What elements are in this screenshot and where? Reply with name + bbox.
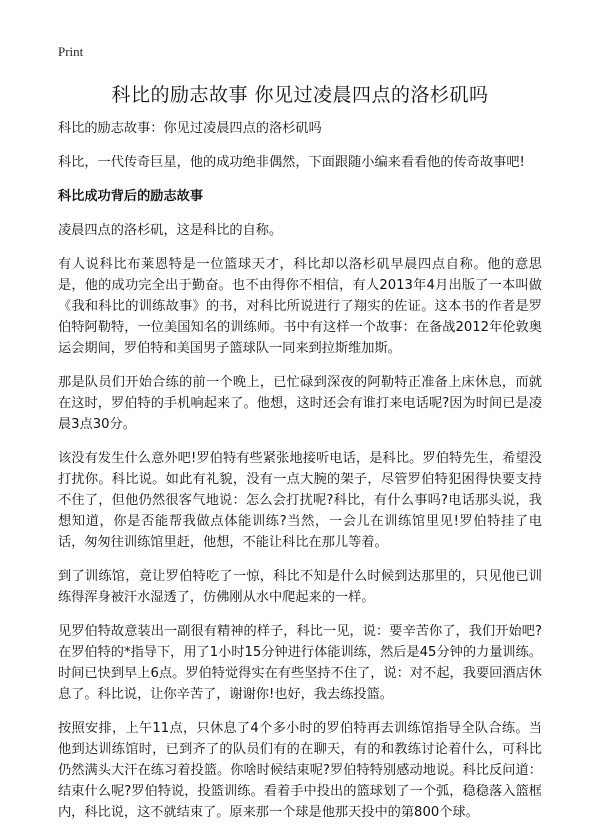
page-title: 科比的励志故事 你见过凌晨四点的洛杉矶吗 <box>111 84 489 106</box>
intro-paragraph: 科比，一代传奇巨星，他的成功绝非偶然，下面跟随小编来看看他的传奇故事吧! <box>58 155 525 170</box>
body-paragraph: 有人说科比布莱恩特是一位篮球天才，科比却以洛杉矶早晨四点自称。他的意思是，他的成功完全出于勤奋。也不由得你不相信，有人2013年4月出版了一本叫做《我和科比的训练故事》的书，对科比所说进行了翔实的佐证。这本书的作者是罗伯特阿勒特，一位美国知名的训练师。书中有这样一个故事：在备战2012年伦敦奥运会期间，罗伯特和美国男子篮球队一同来到拉斯维加斯。 <box>58 257 542 356</box>
body-paragraph: 凌晨四点的洛杉矶，这是科比的自称。 <box>58 223 283 238</box>
article-body <box>58 118 542 836</box>
body-paragraph: 到了训练馆，竟让罗伯特吃了一惊，科比不知是什么时候到达那里的，只见他已训练得浑身被汗水湿透了，仿佛刚从水中爬起来的一样。 <box>58 569 542 605</box>
body-paragraph: 那是队员们开始合练的前一个晚上，已忙碌到深夜的阿勒特正准备上床休息，而就在这时，罗伯特的手机响起来了。他想，这时还会有谁打来电话呢?因为时间已是凌晨3点30分。 <box>58 375 542 432</box>
print-link[interactable]: Print <box>58 44 84 59</box>
body-paragraph: 按照安排，上午11点，只休息了4个多小时的罗伯特再去训练馆指导全队合练。当他到达训练馆时，已到齐了的队员们有的在聊天，有的和教练讨论着什么，可科比仍然满头大汗在练习着投篮。你啥时候结束呢?罗伯特特别感动地说。科比反问道：结束什么呢?罗伯特说，投篮训练。看着手中投出的篮球划了一个弧，稳稳落入篮框内，科比说，这不就结束了。原来那一个球是他那天投中的第800个球。 <box>58 721 542 820</box>
section-heading: 科比成功背后的励志故事 <box>58 189 204 204</box>
body-paragraph: 该没有发生什么意外吧!罗伯特有些紧张地接听电话，是科比。罗伯特先生，希望没打扰你。科比说。如此有礼貌，没有一点大腕的架子，尽管罗伯特犯困得快要支持不住了，但他仍然很客气地说：怎么会打扰呢?科比，有什么事吗?电话那头说，我想知道，你是否能帮我做点体能训练?当然，一会儿在训练馆里见!罗伯特挂了电话，匆匆往训练馆里赶，他想，不能让科比在那儿等着。 <box>58 451 542 550</box>
article-subtitle: 科比的励志故事：你见过凌晨四点的洛杉矶吗 <box>58 121 322 136</box>
body-paragraph: 见罗伯特故意装出一副很有精神的样子，科比一见，说：要辛苦你了，我们开始吧?在罗伯特的*指导下，用了1小时15分钟进行体能训练，然后是45分钟的力量训练。时间已快到早上6点。罗伯特觉得实在有些坚持不住了，说：对不起，我要回酒店休息了。科比说，让你辛苦了，谢谢你!也好，我去练投篮。 <box>58 624 542 702</box>
